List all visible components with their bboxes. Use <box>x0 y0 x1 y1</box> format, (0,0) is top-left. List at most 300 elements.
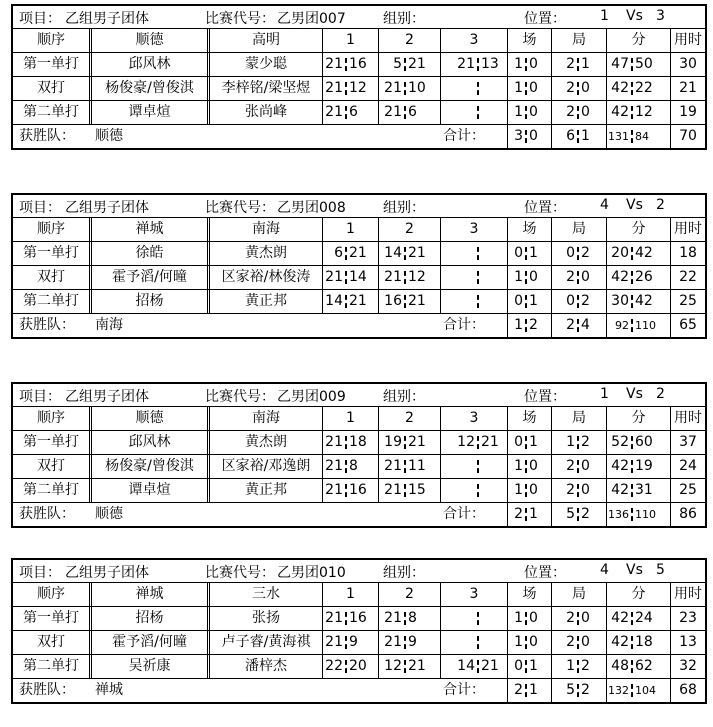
matches-score-b: 0 <box>529 56 538 72</box>
group-label: 组别： <box>383 200 425 216</box>
game1-score <box>322 266 378 289</box>
matches-score-a: 0 <box>514 434 523 450</box>
points-score <box>606 607 670 630</box>
total-points-a: 132 <box>608 684 629 697</box>
total-points-a: 136 <box>608 508 629 521</box>
sets-score <box>551 266 606 289</box>
points-score-a: 20 <box>611 245 629 261</box>
score-divider <box>631 271 633 284</box>
game1-score <box>322 631 378 654</box>
points-score-a: 42 <box>611 458 629 474</box>
order-header: 顺序 <box>37 410 65 426</box>
game2-header: 2 <box>378 218 440 241</box>
game1-score-b: 16 <box>349 482 367 498</box>
match-code: 乙男团009 <box>277 389 346 405</box>
game3-score-a: 14 <box>457 658 475 674</box>
matches-score <box>507 607 551 630</box>
game1-header: 1 <box>322 583 378 606</box>
matches-score-b: 1 <box>529 293 538 309</box>
score-divider <box>345 484 347 497</box>
matches-header: 场 <box>507 583 551 606</box>
total-matches-b: 2 <box>529 317 538 333</box>
matches-header: 场 <box>507 218 551 241</box>
column-header-row <box>13 29 705 53</box>
player-b: 黄正邦 <box>207 290 322 313</box>
position-b: 3 <box>656 8 665 24</box>
table-row <box>13 455 705 479</box>
time-header: 用时 <box>670 29 705 52</box>
total-points <box>606 679 670 702</box>
sets-score <box>551 53 606 76</box>
score-divider <box>404 436 406 449</box>
game1-header: 1 <box>322 29 378 52</box>
score-divider <box>525 247 527 260</box>
sets-score-b: 2 <box>581 245 590 261</box>
game2-score-a: 16 <box>384 293 402 309</box>
score-divider <box>577 271 579 284</box>
game2-score <box>378 479 440 502</box>
game3-score <box>440 101 507 124</box>
points-header: 分 <box>606 407 670 430</box>
matches-score <box>507 77 551 100</box>
team-a-header: 禅城 <box>89 218 207 241</box>
match-card <box>11 558 707 704</box>
points-score-b: 24 <box>635 610 653 626</box>
matches-score <box>507 479 551 502</box>
event-label: 项目： <box>19 200 61 216</box>
sets-header: 局 <box>551 29 606 52</box>
game3-score <box>440 77 507 100</box>
sets-score-b: 2 <box>581 293 590 309</box>
matches-score-b: 0 <box>529 458 538 474</box>
points-score <box>606 655 670 678</box>
position-label: 位置： <box>524 565 566 581</box>
game2-score-b: 21 <box>408 293 426 309</box>
game1-score-a: 21 <box>325 434 343 450</box>
score-divider <box>525 508 527 521</box>
event-name: 乙组男子团体 <box>65 565 149 581</box>
game3-score <box>440 631 507 654</box>
table-row <box>13 631 705 655</box>
matches-score <box>507 455 551 478</box>
matches-score-b: 0 <box>529 80 538 96</box>
total-row <box>13 503 705 526</box>
sets-score <box>551 101 606 124</box>
score-divider <box>477 295 479 308</box>
sets-score-a: 2 <box>566 458 575 474</box>
score-divider <box>345 660 347 673</box>
points-score-b: 42 <box>635 245 653 261</box>
total-sets-a: 5 <box>566 506 575 522</box>
match-card <box>11 4 707 150</box>
points-score <box>606 53 670 76</box>
matches-score <box>507 242 551 265</box>
game1-score <box>322 479 378 502</box>
matches-score <box>507 266 551 289</box>
player-b: 区家裕/邓逸朗 <box>207 455 322 478</box>
game2-score-b: 10 <box>408 80 426 96</box>
player-b: 黄杰朗 <box>207 431 322 454</box>
score-divider <box>477 660 479 673</box>
score-divider <box>525 271 527 284</box>
total-sets <box>551 314 606 337</box>
game1-header: 1 <box>322 407 378 430</box>
table-row <box>13 266 705 290</box>
game2-score <box>378 607 440 630</box>
score-divider <box>525 130 527 143</box>
row-type: 第一单打 <box>23 56 79 72</box>
sets-score-b: 0 <box>581 458 590 474</box>
points-score <box>606 242 670 265</box>
game1-score-a: 6 <box>334 245 343 261</box>
player-b: 李梓铭/梁坚煜 <box>207 77 322 100</box>
game2-score-b: 9 <box>408 634 417 650</box>
score-divider <box>631 295 633 308</box>
points-header: 分 <box>606 218 670 241</box>
sets-score-a: 0 <box>566 293 575 309</box>
total-time: 86 <box>670 503 705 526</box>
score-divider <box>477 436 479 449</box>
game2-header: 2 <box>378 583 440 606</box>
points-score-a: 42 <box>611 269 629 285</box>
game1-header: 1 <box>322 218 378 241</box>
game2-score-a: 21 <box>384 104 402 120</box>
matches-score-b: 1 <box>529 434 538 450</box>
matches-score-b: 0 <box>529 269 538 285</box>
score-divider <box>577 58 579 71</box>
game2-score <box>378 655 440 678</box>
total-label: 合计： <box>443 682 485 698</box>
game3-header: 3 <box>440 218 507 241</box>
game2-score <box>378 266 440 289</box>
total-sets-a: 5 <box>566 682 575 698</box>
score-divider <box>404 612 406 625</box>
score-divider <box>404 484 406 497</box>
row-type: 双打 <box>37 634 65 650</box>
score-divider <box>631 82 633 95</box>
position-a: 4 <box>600 562 609 578</box>
player-a: 霍予滔/何曈 <box>89 631 207 654</box>
position-a: 1 <box>600 386 609 402</box>
score-divider <box>404 58 406 71</box>
total-row <box>13 679 705 702</box>
score-divider <box>525 636 527 649</box>
table-row <box>13 431 705 455</box>
team-b-header: 南海 <box>207 407 322 430</box>
score-divider <box>631 484 633 497</box>
score-divider <box>577 508 579 521</box>
game2-score <box>378 101 440 124</box>
total-label: 合计： <box>443 506 485 522</box>
time-header: 用时 <box>670 583 705 606</box>
points-score <box>606 431 670 454</box>
position-b: 2 <box>656 386 665 402</box>
team-a-header: 顺德 <box>89 29 207 52</box>
score-divider <box>577 319 579 332</box>
event-label: 项目： <box>19 565 61 581</box>
total-matches-b: 1 <box>529 506 538 522</box>
game2-score-b: 8 <box>408 610 417 626</box>
points-score <box>606 266 670 289</box>
score-divider <box>631 319 633 332</box>
points-score-a: 42 <box>611 104 629 120</box>
sets-score <box>551 290 606 313</box>
position-b: 5 <box>656 562 665 578</box>
match-code: 乙男团010 <box>277 565 346 581</box>
score-divider <box>577 484 579 497</box>
total-matches <box>507 314 551 337</box>
time-value: 22 <box>670 266 705 289</box>
table-row <box>13 655 705 679</box>
order-header: 顺序 <box>37 221 65 237</box>
total-label: 合计： <box>443 128 485 144</box>
game1-score-b: 18 <box>349 434 367 450</box>
vs-label: Vs <box>626 8 643 24</box>
score-divider <box>404 660 406 673</box>
player-a: 邱风林 <box>89 431 207 454</box>
time-value: 13 <box>670 631 705 654</box>
total-matches-a: 1 <box>514 317 523 333</box>
matches-score-b: 1 <box>529 658 538 674</box>
score-divider <box>525 460 527 473</box>
points-score-a: 42 <box>611 610 629 626</box>
total-points-a: 92 <box>615 319 629 332</box>
game1-score <box>322 607 378 630</box>
score-divider <box>404 295 406 308</box>
total-matches <box>507 503 551 526</box>
vs-label: Vs <box>626 197 643 213</box>
game3-score <box>440 290 507 313</box>
game2-score <box>378 455 440 478</box>
game3-score <box>440 266 507 289</box>
sets-score-b: 1 <box>581 56 590 72</box>
code-label: 比赛代号： <box>205 200 275 216</box>
time-value: 21 <box>670 77 705 100</box>
points-score-b: 18 <box>635 634 653 650</box>
matches-score-b: 0 <box>529 610 538 626</box>
score-divider <box>477 636 479 649</box>
game1-score-a: 14 <box>325 293 343 309</box>
points-score-a: 48 <box>611 658 629 674</box>
player-b: 黄杰朗 <box>207 242 322 265</box>
game3-score <box>440 655 507 678</box>
matches-score <box>507 53 551 76</box>
winner-team: 禅城 <box>95 682 123 698</box>
score-divider <box>577 247 579 260</box>
time-value: 24 <box>670 455 705 478</box>
game1-score-b: 9 <box>349 634 358 650</box>
match-header <box>13 560 705 583</box>
time-value: 19 <box>670 101 705 124</box>
winner-team: 顺德 <box>95 128 123 144</box>
game1-score-b: 16 <box>349 56 367 72</box>
game2-score-a: 21 <box>384 482 402 498</box>
match-header <box>13 6 705 29</box>
sets-score <box>551 607 606 630</box>
order-header: 顺序 <box>37 32 65 48</box>
score-divider <box>477 484 479 497</box>
sets-score-a: 2 <box>566 104 575 120</box>
matches-score-a: 1 <box>514 56 523 72</box>
row-type: 第二单打 <box>23 104 79 120</box>
game2-score-a: 21 <box>384 634 402 650</box>
game2-score-b: 21 <box>408 434 426 450</box>
game1-score <box>322 53 378 76</box>
points-score-b: 26 <box>635 269 653 285</box>
total-time: 70 <box>670 125 705 148</box>
game2-score-a: 14 <box>384 245 402 261</box>
points-header: 分 <box>606 583 670 606</box>
player-b: 卢子睿/黄海祺 <box>207 631 322 654</box>
points-score-a: 30 <box>611 293 629 309</box>
score-divider <box>477 247 479 260</box>
sets-score-b: 0 <box>581 610 590 626</box>
total-label: 合计： <box>443 317 485 333</box>
total-matches-a: 3 <box>514 128 523 144</box>
score-divider <box>404 82 406 95</box>
score-divider <box>631 130 633 143</box>
points-score-b: 19 <box>635 458 653 474</box>
sets-score-a: 2 <box>566 610 575 626</box>
game1-score-b: 8 <box>349 458 358 474</box>
game3-score-a: 12 <box>457 434 475 450</box>
matches-score-b: 0 <box>529 104 538 120</box>
player-a: 招杨 <box>89 607 207 630</box>
table-row <box>13 479 705 503</box>
game3-score <box>440 53 507 76</box>
time-header: 用时 <box>670 407 705 430</box>
table-row <box>13 242 705 266</box>
winner-team: 南海 <box>95 317 123 333</box>
team-a-header: 禅城 <box>89 583 207 606</box>
points-score-a: 47 <box>611 56 629 72</box>
position-label: 位置： <box>524 11 566 27</box>
points-score <box>606 631 670 654</box>
sets-score-a: 1 <box>566 658 575 674</box>
game1-score-a: 21 <box>325 104 343 120</box>
total-matches-a: 2 <box>514 682 523 698</box>
total-row <box>13 314 705 337</box>
matches-header: 场 <box>507 29 551 52</box>
row-type: 第二单打 <box>23 293 79 309</box>
winner-label: 获胜队： <box>19 682 75 698</box>
score-divider <box>631 508 633 521</box>
sets-score-b: 0 <box>581 104 590 120</box>
player-a: 杨俊豪/曾俊淇 <box>89 77 207 100</box>
match-header <box>13 384 705 407</box>
total-matches-b: 1 <box>529 682 538 698</box>
column-header-row <box>13 218 705 242</box>
row-type: 第一单打 <box>23 245 79 261</box>
score-divider <box>525 106 527 119</box>
score-divider <box>525 436 527 449</box>
player-b: 区家裕/林俊涛 <box>207 266 322 289</box>
total-sets-a: 6 <box>566 128 575 144</box>
score-divider <box>477 58 479 71</box>
time-value: 18 <box>670 242 705 265</box>
score-divider <box>525 612 527 625</box>
score-divider <box>345 295 347 308</box>
score-divider <box>631 612 633 625</box>
score-divider <box>404 636 406 649</box>
game2-score-b: 6 <box>408 104 417 120</box>
total-sets <box>551 503 606 526</box>
player-b: 张扬 <box>207 607 322 630</box>
game2-header: 2 <box>378 29 440 52</box>
sets-score-a: 2 <box>566 56 575 72</box>
score-divider <box>577 636 579 649</box>
game3-header: 3 <box>440 583 507 606</box>
game1-score-b: 12 <box>349 80 367 96</box>
sets-score-a: 2 <box>566 80 575 96</box>
game2-header: 2 <box>378 407 440 430</box>
table-row <box>13 290 705 314</box>
total-matches <box>507 679 551 702</box>
points-score-b: 42 <box>635 293 653 309</box>
score-divider <box>525 82 527 95</box>
sets-score-b: 0 <box>581 269 590 285</box>
time-value: 32 <box>670 655 705 678</box>
game2-score-a: 19 <box>384 434 402 450</box>
score-divider <box>345 247 347 260</box>
total-points <box>606 503 670 526</box>
score-divider <box>631 460 633 473</box>
player-a: 谭卓煊 <box>89 101 207 124</box>
column-header-row <box>13 583 705 607</box>
score-divider <box>477 612 479 625</box>
player-a: 招杨 <box>89 290 207 313</box>
game2-score-a: 21 <box>384 269 402 285</box>
points-score <box>606 479 670 502</box>
match-code: 乙男团007 <box>277 11 346 27</box>
time-value: 30 <box>670 53 705 76</box>
game2-score-b: 11 <box>408 458 426 474</box>
game3-score <box>440 455 507 478</box>
score-divider <box>345 271 347 284</box>
game2-score-a: 5 <box>393 56 402 72</box>
game1-score <box>322 290 378 313</box>
game1-score <box>322 431 378 454</box>
game3-score-b: 21 <box>481 658 499 674</box>
game2-score <box>378 290 440 313</box>
sets-header: 局 <box>551 407 606 430</box>
points-score-b: 12 <box>635 104 653 120</box>
event-name: 乙组男子团体 <box>65 389 149 405</box>
score-divider <box>577 436 579 449</box>
points-score-b: 50 <box>635 56 653 72</box>
game1-score-b: 20 <box>349 658 367 674</box>
sets-score-a: 1 <box>566 434 575 450</box>
score-divider <box>477 106 479 119</box>
points-score <box>606 101 670 124</box>
event-name: 乙组男子团体 <box>65 11 149 27</box>
total-matches <box>507 125 551 148</box>
matches-score-a: 0 <box>514 658 523 674</box>
score-divider <box>525 684 527 697</box>
code-label: 比赛代号： <box>205 389 275 405</box>
matches-score <box>507 101 551 124</box>
game1-score-a: 21 <box>325 482 343 498</box>
game1-score-b: 21 <box>349 245 367 261</box>
game1-score-a: 22 <box>325 658 343 674</box>
score-divider <box>577 460 579 473</box>
matches-score-a: 1 <box>514 269 523 285</box>
player-b: 蒙少聪 <box>207 53 322 76</box>
player-b: 黄正邦 <box>207 479 322 502</box>
score-divider <box>477 460 479 473</box>
score-divider <box>345 58 347 71</box>
points-score <box>606 290 670 313</box>
